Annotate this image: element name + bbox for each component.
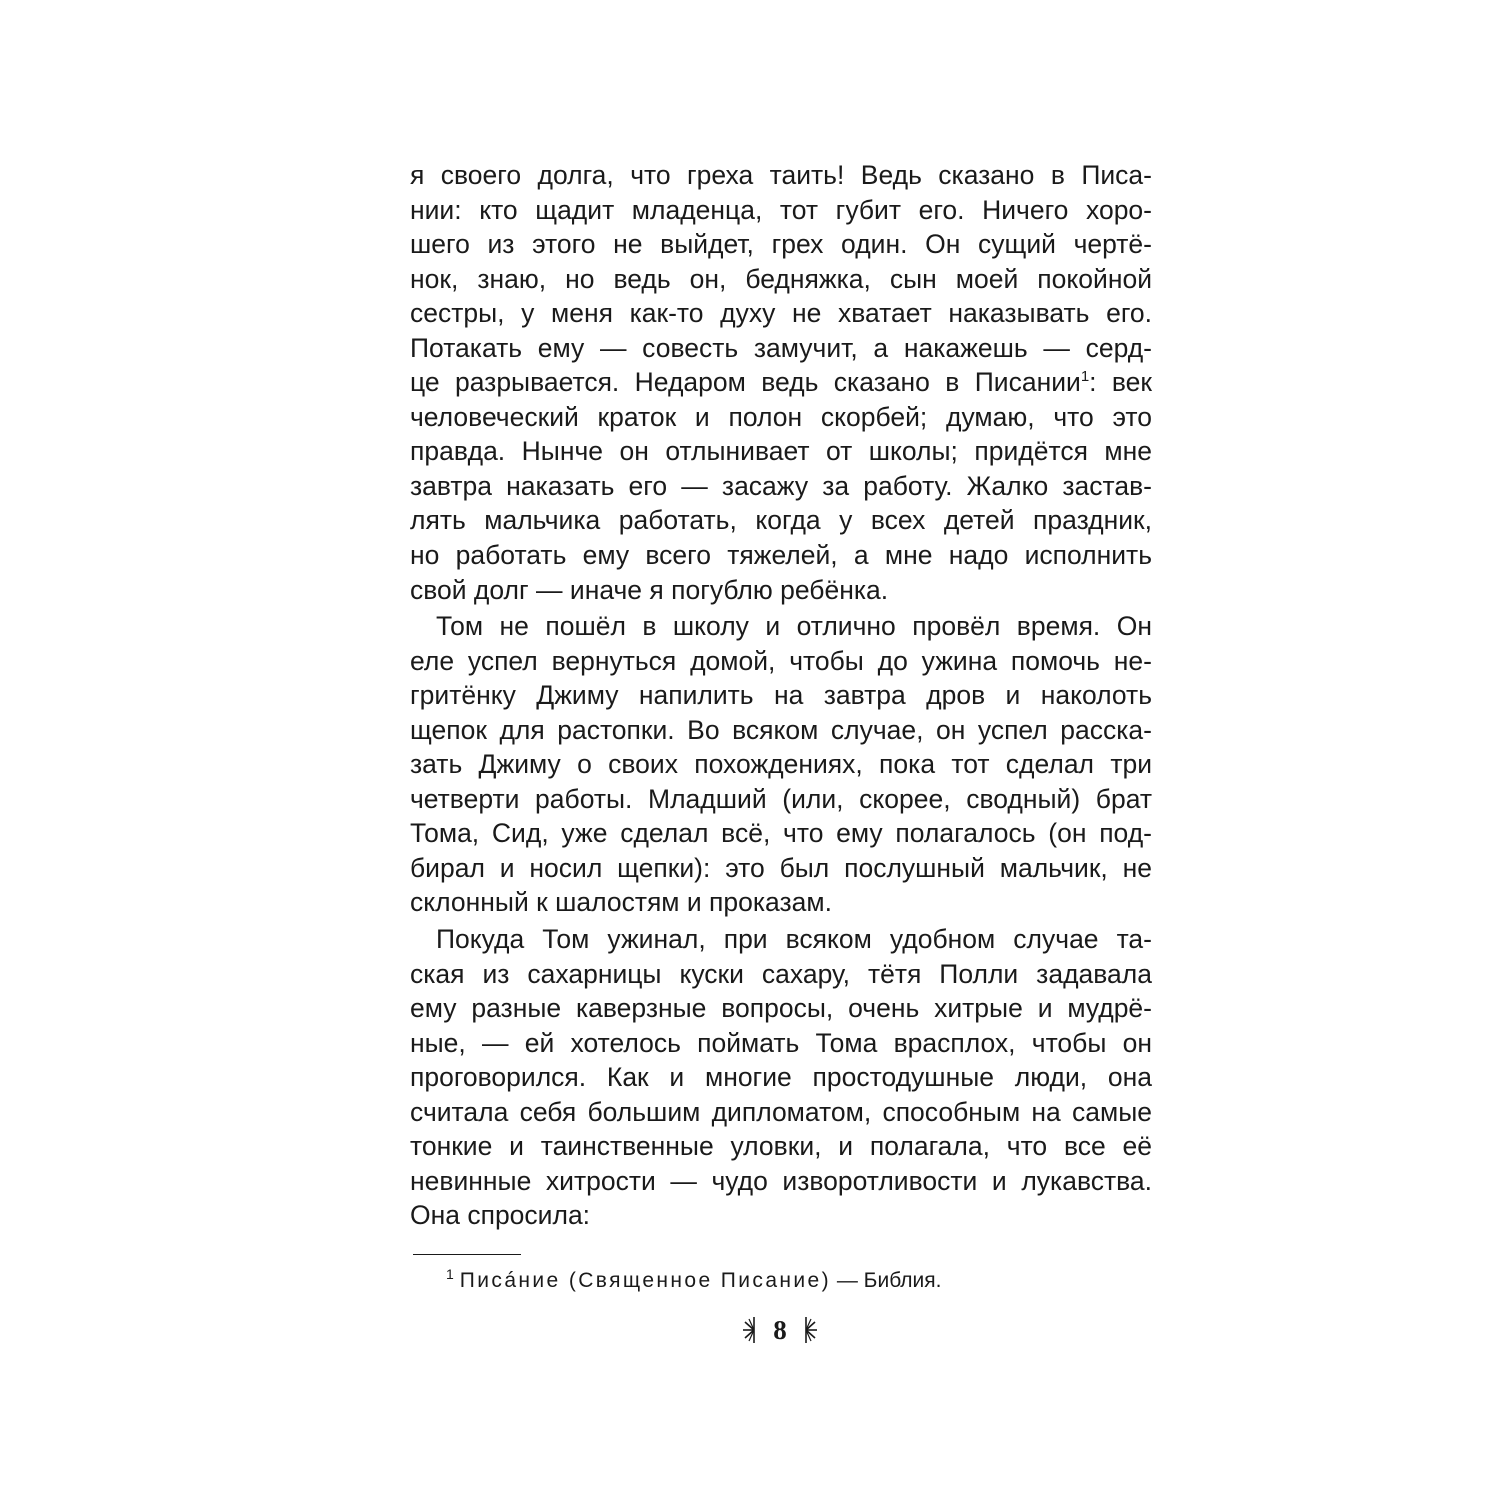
text-line: свой долг — иначе я погублю ребёнка. [410,574,889,605]
text-line: сестры, у меня как-то духу не хватает наказывать его. [410,298,1152,329]
text-line: склонный к шалостям и проказам. [410,887,832,918]
text-line: гритёнку Джиму напилить на завтра дров и наколоть [410,680,1152,711]
text-line: нок, знаю, но ведь он, бедняжка, сын моей покойной [410,263,1152,294]
text-line: Тома, Сид, уже сделал всё, что ему полагалось (он под- [410,818,1152,849]
left-ornament-icon [741,1315,759,1345]
footnote [446,1266,941,1293]
text-line: еле успел вернуться домой, чтобы до ужина помочь не- [410,645,1152,676]
paragraph [410,609,1152,920]
footnote-reference[interactable]: 1 [1080,368,1090,386]
text-line: бирал и носил щепки): это был послушный мальчик, не [410,852,1152,883]
text-line: невинные хитрости — чудо изворотливости и лукавства. [410,1165,1152,1196]
footnote-number: 1 [446,1266,454,1282]
footnote-definition: — Библия. [831,1269,942,1292]
text-segment: : век [1089,367,1153,398]
text-line: но работать ему всего тяжелей, а мне надо исполнить [410,540,1152,571]
right-ornament-icon [801,1315,819,1345]
footnote-term: Писáние (Священное Писание) [459,1269,832,1292]
footnote-rule [413,1254,521,1255]
page-folio [720,1310,840,1350]
text-line: человеческий краток и полон скорбей; думаю, что это [410,401,1152,432]
text-line [410,365,1152,400]
text-line: считала себя большим дипломатом, способным на самые [410,1096,1152,1127]
paragraph [410,922,1152,1233]
text-line: Она спросила: [410,1200,591,1231]
text-line: шего из этого не выйдет, грех один. Он сущий чертё- [410,229,1152,260]
text-segment: це разрывается. Недаром ведь сказано в Писании [410,367,1081,398]
text-line: тонкие и таинственные уловки, и полагала, что все её [410,1131,1152,1162]
text-line: ему разные каверзные вопросы, очень хитрые и мудрё- [410,993,1152,1024]
paragraph [410,158,1152,607]
text-line: ные, — ей хотелось поймать Тома врасплох, чтобы он [410,1027,1152,1058]
text-line: завтра наказать его — засажу за работу. Жалко застав- [410,470,1152,501]
text-line: нии: кто щадит младенца, тот губит его. Ничего хоро- [410,194,1152,225]
text-line: щепок для растопки. Во всяком случае, он успел расска- [410,714,1152,745]
text-line: лять мальчика работать, когда у всех детей праздник, [410,505,1152,536]
text-line: Потакать ему — совесть замучит, а накажешь — серд- [410,332,1152,363]
text-line: четверти работы. Младший (или, скорее, сводный) брат [410,783,1152,814]
page-number: 8 [773,1314,787,1345]
text-line: Покуда Том ужинал, при всяком удобном случае та- [436,924,1152,955]
text-line: Том не пошёл в школу и отлично провёл время. Он [436,611,1152,642]
text-line: зать Джиму о своих похождениях, пока тот сделал три [410,749,1152,780]
text-line: ская из сахарницы куски сахару, тётя Полли задавала [410,958,1152,989]
page-body [410,158,1152,1233]
text-line: правда. Нынче он отлынивает от школы; придётся мне [410,436,1152,467]
text-line: проговорился. Как и многие простодушные люди, она [410,1062,1152,1093]
text-line: я своего долга, что греха таить! Ведь сказано в Писа- [410,160,1152,190]
